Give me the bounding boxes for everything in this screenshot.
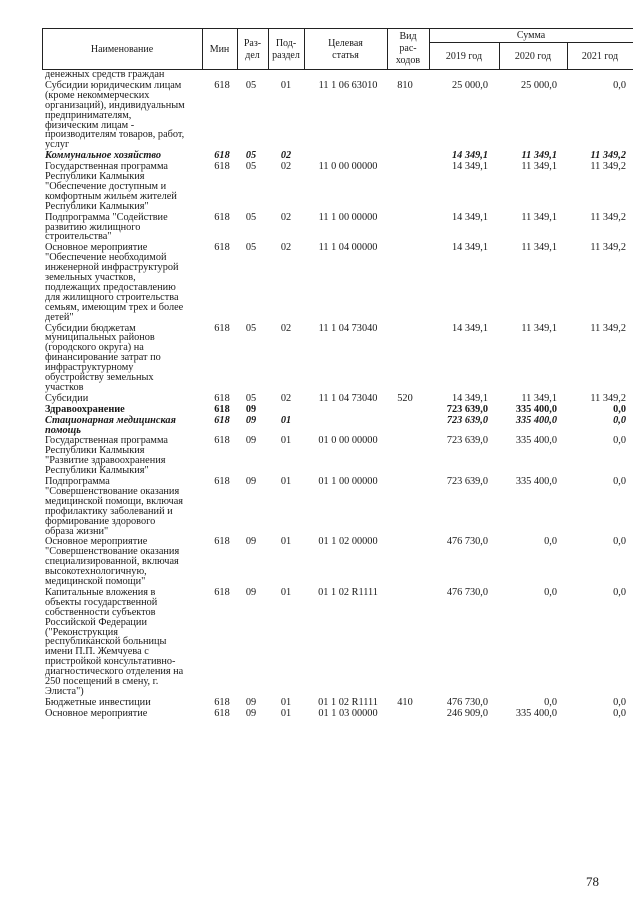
row-sum-2021: 11 349,2 xyxy=(590,211,626,223)
row-sum-2019: 723 639,0 xyxy=(446,435,488,447)
row-min: 618 xyxy=(214,161,230,173)
row-min: 618 xyxy=(214,414,230,426)
row-sum-2019: 14 349,1 xyxy=(451,150,488,162)
row-name: Капитальные вложения в объекты государственной собственности субъектов Российской Федерации ("Реконструкция республиканской больницы имени П.П. Жемчуева с пристройкой консультативно- диагностического отделения на 250 посещений в смену, г. Элиста") xyxy=(45,586,184,697)
row-target-article: 01 1 00 00000 xyxy=(318,476,378,487)
row-sum-2021: 11 349,2 xyxy=(590,161,626,173)
row-sum-2019: 14 349,1 xyxy=(451,211,488,223)
row-sum-2021: 11 349,2 xyxy=(590,242,626,254)
row-min: 618 xyxy=(214,322,230,334)
row-sum-2020: 11 349,1 xyxy=(521,161,557,173)
row-name: Субсидии бюджетам муниципальных районов (городского округа) на финансирование затрат по инфраструктурному обустройству земельных участков xyxy=(45,322,161,393)
row-podrazdel: 01 xyxy=(280,586,292,598)
header-vid-2: рас- xyxy=(399,43,417,54)
row-razdel: 09 xyxy=(245,696,257,708)
row-sum-2020: 11 349,1 xyxy=(521,322,557,334)
row-name: Стационарная медицинская помощь xyxy=(45,414,176,436)
row-min: 618 xyxy=(214,536,230,548)
row-podrazdel: 01 xyxy=(280,476,292,487)
row-target-article: 01 1 03 00000 xyxy=(318,707,378,719)
row-sum-2020: 11 349,1 xyxy=(521,150,557,162)
row-sum-2019: 25 000,0 xyxy=(451,79,488,91)
row-name: Здравоохранение xyxy=(45,403,125,415)
header-2020: 2020 год xyxy=(514,51,552,62)
row-razdel: 09 xyxy=(245,476,257,487)
row-podrazdel: 02 xyxy=(280,392,292,404)
row-razdel: 05 xyxy=(245,322,257,334)
row-target-article: 11 1 06 63010 xyxy=(318,79,378,91)
row-target-article: 01 0 00 00000 xyxy=(318,435,378,447)
row-razdel: 09 xyxy=(245,403,257,415)
row-podrazdel: 02 xyxy=(280,161,292,173)
row-min: 618 xyxy=(214,392,230,404)
row-sum-2020: 335 400,0 xyxy=(515,476,557,487)
page-number: 78 xyxy=(586,874,599,889)
row-target-article: 01 1 02 R1111 xyxy=(318,586,378,598)
row-sum-2020: 335 400,0 xyxy=(515,403,557,415)
header-podrazdel-2: раздел xyxy=(272,50,300,61)
row-podrazdel: 02 xyxy=(280,150,292,162)
row-sum-2021: 0,0 xyxy=(613,403,626,415)
row-razdel: 05 xyxy=(245,161,257,173)
row-podrazdel: 01 xyxy=(280,414,292,426)
row-target-article: 11 1 04 73040 xyxy=(318,322,378,334)
row-min: 618 xyxy=(214,79,230,91)
row-podrazdel: 01 xyxy=(280,536,292,548)
row-name: Основное мероприятие "Совершенствование оказания специализированной, включая высокотехнологичную, медицинской помощи" xyxy=(45,536,180,588)
row-podrazdel: 01 xyxy=(280,435,292,447)
row-name: Основное мероприятие "Обеспечение необходимой инженерной инфраструктурой земельных участков, подлежащих предоставлению для жилищного строительства семьям, имеющим трех и более детей" xyxy=(45,242,184,323)
row-min: 618 xyxy=(214,696,230,708)
row-sum-2020: 11 349,1 xyxy=(521,211,557,223)
row-min: 618 xyxy=(214,403,230,415)
row-razdel: 05 xyxy=(245,150,257,162)
row-sum-2019: 246 909,0 xyxy=(446,707,488,719)
row-min: 618 xyxy=(214,150,230,162)
row-podrazdel: 02 xyxy=(280,242,292,254)
header-vid-3: ходов xyxy=(395,55,421,66)
row-razdel: 09 xyxy=(245,707,257,719)
header-razdel-2: дел xyxy=(245,50,260,61)
header-2021: 2021 год xyxy=(581,51,619,62)
row-min: 618 xyxy=(214,242,230,254)
row-sum-2021: 0,0 xyxy=(613,414,626,426)
row-sum-2021: 0,0 xyxy=(613,536,626,548)
row-target-article: 01 1 02 R1111 xyxy=(318,696,378,708)
row-sum-2021: 11 349,2 xyxy=(590,392,626,404)
row-sum-2020: 11 349,1 xyxy=(521,242,557,254)
header-target-1: Целевая xyxy=(328,38,363,49)
header-sum: Сумма xyxy=(516,30,546,41)
row-sum-2021: 0,0 xyxy=(613,707,626,719)
row-sum-2020: 25 000,0 xyxy=(520,79,557,91)
row-sum-2021: 11 349,2 xyxy=(590,322,626,334)
header-razdel-1: Раз- xyxy=(243,38,262,49)
row-name: Основное мероприятие xyxy=(45,707,148,719)
row-razdel: 09 xyxy=(245,586,257,598)
header-vid-1: Вид xyxy=(399,31,417,42)
row-target-article: 01 1 02 00000 xyxy=(318,536,378,548)
header-2019: 2019 год xyxy=(445,51,483,62)
row-sum-2021: 0,0 xyxy=(613,79,626,91)
header-podrazdel-1: Под- xyxy=(275,38,297,49)
row-min: 618 xyxy=(214,707,230,719)
row-name: Государственная программа Республики Калмыкия "Обеспечение доступным и комфортным жильем жителей Республики Калмыкия" xyxy=(45,161,177,212)
row-sum-2020: 335 400,0 xyxy=(515,707,557,719)
row-sum-2020: 335 400,0 xyxy=(515,414,557,426)
row-sum-2019: 723 639,0 xyxy=(446,476,488,487)
row-target-article: 11 1 04 00000 xyxy=(318,242,378,254)
row-sum-2021: 11 349,2 xyxy=(590,150,626,162)
row-name: денежных средств граждан xyxy=(45,69,165,80)
row-razdel: 05 xyxy=(245,392,257,404)
row-sum-2021: 0,0 xyxy=(613,696,626,708)
row-razdel: 09 xyxy=(245,536,257,548)
row-sum-2020: 0,0 xyxy=(544,586,557,598)
row-sum-2019: 14 349,1 xyxy=(451,392,488,404)
row-expense-type: 410 xyxy=(397,696,413,708)
header-min: Мин xyxy=(209,44,230,55)
row-target-article: 11 1 04 73040 xyxy=(318,392,378,404)
row-razdel: 09 xyxy=(245,435,257,447)
row-min: 618 xyxy=(214,586,230,598)
row-sum-2019: 476 730,0 xyxy=(446,586,488,598)
row-name: Субсидии юридическим лицам (кроме некоммерческих организаций), индивидуальным предпринимателям, физическим лицам - производителям товаров, работ, услуг xyxy=(45,79,185,151)
row-expense-type: 810 xyxy=(397,79,413,91)
row-min: 618 xyxy=(214,211,230,223)
row-expense-type: 520 xyxy=(397,392,413,404)
row-podrazdel: 01 xyxy=(280,79,292,91)
row-sum-2019: 14 349,1 xyxy=(451,322,488,334)
header-target-2: статья xyxy=(332,50,359,61)
row-name: Подпрограмма "Совершенствование оказания медицинской помощи, включая профилактику заболеваний и формирование здорового образа жизни" xyxy=(45,476,184,537)
row-min: 618 xyxy=(214,476,230,487)
row-podrazdel: 02 xyxy=(280,211,292,223)
row-razdel: 05 xyxy=(245,242,257,254)
row-sum-2020: 0,0 xyxy=(544,536,557,548)
row-sum-2019: 14 349,1 xyxy=(451,242,488,254)
row-sum-2019: 476 730,0 xyxy=(446,536,488,548)
row-min: 618 xyxy=(214,435,230,447)
row-podrazdel: 02 xyxy=(280,322,292,334)
row-name: Подпрограмма "Содействие развитию жилищного строительства" xyxy=(45,211,168,243)
row-name: Субсидии xyxy=(45,392,89,404)
row-name: Коммунальное хозяйство xyxy=(45,150,162,162)
row-sum-2021: 0,0 xyxy=(613,586,626,598)
header-name: Наименование xyxy=(90,44,154,55)
row-razdel: 05 xyxy=(245,211,257,223)
row-sum-2019: 14 349,1 xyxy=(451,161,488,173)
row-sum-2020: 0,0 xyxy=(544,696,557,708)
row-sum-2021: 0,0 xyxy=(613,476,626,487)
row-name: Государственная программа Республики Калмыкия "Развитие здравоохранения Республики Калмыкия" xyxy=(45,435,168,477)
row-target-article: 11 0 00 00000 xyxy=(318,161,378,173)
row-target-article: 11 1 00 00000 xyxy=(318,211,378,223)
row-razdel: 05 xyxy=(245,79,257,91)
row-sum-2021: 0,0 xyxy=(613,435,626,447)
row-name: Бюджетные инвестиции xyxy=(45,696,151,708)
row-sum-2020: 11 349,1 xyxy=(521,392,557,404)
row-sum-2019: 723 639,0 xyxy=(446,403,488,415)
row-podrazdel: 01 xyxy=(280,696,292,708)
row-podrazdel: 01 xyxy=(280,707,292,719)
row-razdel: 09 xyxy=(245,414,257,426)
row-sum-2019: 476 730,0 xyxy=(446,696,488,708)
row-sum-2020: 335 400,0 xyxy=(515,435,557,447)
row-sum-2019: 723 639,0 xyxy=(446,414,488,426)
table-header xyxy=(42,28,633,70)
